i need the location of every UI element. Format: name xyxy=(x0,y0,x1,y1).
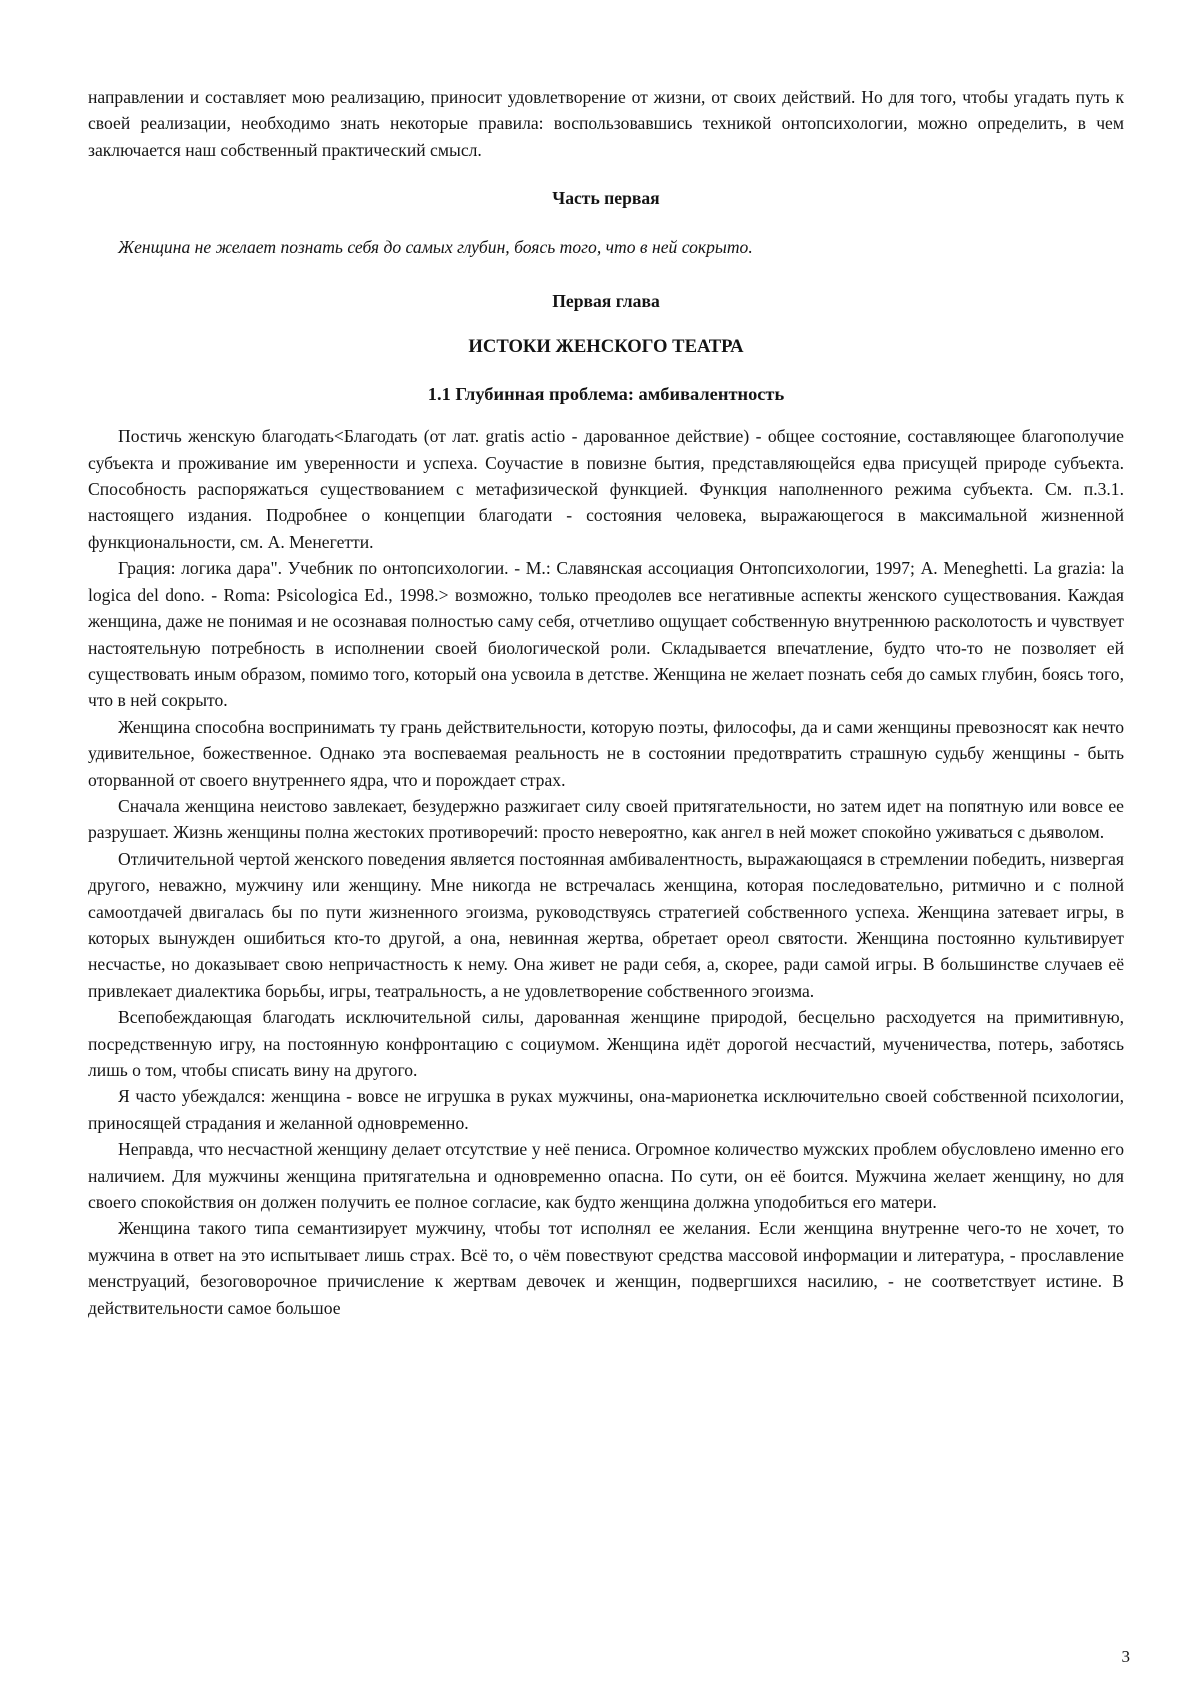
body-paragraph: Сначала женщина неистово завлекает, безудержно разжигает силу своей притягательности, но затем идет на попятную или вовсе ее разрушает. Жизнь женщины полна жестоких противоречий: просто невероятно, как ангел в ней может спокойно уживаться с дьяволом. xyxy=(88,795,1124,843)
body-paragraph: Я часто убеждался: женщина - вовсе не игрушка в руках мужчины, она-марионетка исключительно своей собственной психологии, приносящей страдания и желанной одновременно. xyxy=(88,1086,1124,1133)
body-paragraph: Постичь женскую благодать<Благодать (от лат. gratis actio - дарованное действие) - общее состояние, составляющее благополучие субъекта и проживание им уверенности и успеха. Соучастие в повизне бытия, представляющейся едва присущей природе субъекта. Способность распоряжаться существованием с метафизической функцией. Функция наполненного режима субъекта. См. п.3.1. настоящего издания. Подробнее о концепции благодати - состояния человека, выражающегося в максимальной жизненной функциональности, см. А. Менегетти. xyxy=(88,426,1124,552)
body-paragraph: Всепобеждающая благодать исключительной силы, дарованная женщине природой, бесцельно расходуется на примитивную, посредственную игру, на постоянную конфронтацию с социумом. Женщина идёт дорогой несчастий, мученичества, потерь, заботясь лишь о том, чтобы списать вину на другого. xyxy=(88,1007,1124,1080)
intro-paragraph: направлении и составляет мою реализацию, приносит удовлетворение от жизни, от своих действий. Но для того, чтобы угадать путь к своей реализации, необходимо знать некоторые правила: воспользовавшись техникой онтопсихологии, можно определить, в чем заключается наш собственный практический смысл. xyxy=(88,87,1124,160)
page-number: 3 xyxy=(1121,1647,1130,1666)
body-paragraph: Неправда, что несчастной женщину делает отсутствие у неё пениса. Огромное количество мужских проблем обусловлено именно его наличием. Для мужчины женщина притягательна и одновременно опасна. По сути, он её боится. Мужчина желает женщину, но для своего спокойствия он должен получить ее полное согласие, как будто женщина должна уподобиться его матери. xyxy=(88,1139,1124,1213)
chapter-title: ИСТОКИ ЖЕНСКОГО ТЕАТРА xyxy=(468,336,744,358)
body-paragraph: Женщина способна воспринимать ту грань действительности, которую поэты, философы, да и сами женщины превозносят как нечто удивительное, божественное. Однако эта воспеваемая реальность не в состоянии предотвратить страшную судьбу женщины - быть оторванной от своего внутреннего ядра, что и порождает страх. xyxy=(88,716,1124,790)
body-paragraph: Грация: логика дара". Учебник по онтопсихологии. - М.: Славянская ассоциация Онтопсихологии, 1997; A. Meneghetti. La grazia: la logica del dono. - Roma: Psicologica Ed., 1998.> возможно, только преодолев все негативные аспекты женского существования. Каждая женщина, даже не понимая и не осознавая полностью саму себя, отчетливо ощущает собственную внутреннюю расколотость и чувствует настоятельную потребность в исполнении своей биологической роли. Складывается впечатление, будто что-то не позволяет ей существовать иным образом, помимо того, который она усвоила в детстве. Женщина не желает познать себя до самых глубин, боясь того, что в ней сокрыто. xyxy=(88,558,1124,711)
body-text xyxy=(88,423,1124,1321)
body-paragraph: Отличительной чертой женского поведения является постоянная амбивалентность, выражающаяся в стремлении победить, низвергая другого, неважно, мужчину или женщину. Мне никогда не встречалась женщина, которая последовательно, ритмично и с полной самоотдачей двигалась бы по пути жизненного эгоизма, руководствуясь стратегией собственного успеха. Женщина затевает игры, в которых вынужден ошибиться кто-то другой, а она, невинная жертва, обретает ореол святости. Женщина постоянно культивирует несчастье, но доказывает свою непричастность к нему. Она живет не ради себя, а, скорее, ради самой игры. В большинстве случаев её привлекает диалектика борьбы, игры, театральность, а не удовлетворение собственного эгоизма. xyxy=(88,848,1124,1001)
document-body xyxy=(88,84,1124,1321)
epigraph: Женщина не желает познать себя до самых глубин, боясь того, что в ней сокрыто. xyxy=(118,236,753,257)
part-heading: Часть первая xyxy=(552,188,660,209)
chapter-label: Первая глава xyxy=(552,291,660,312)
section-heading: 1.1 Глубинная проблема: амбивалентность xyxy=(427,383,785,404)
body-paragraph: Женщина такого типа семантизирует мужчину, чтобы тот исполнял ее желания. Если женщина внутренне чего-то не хочет, то мужчина в ответ на это испытывает лишь страх. Всё то, о чём повествуют средства массовой информации и литература, - прославление менструаций, безоговорочное причисление к жертвам девочек и женщин, подвергшихся насилию, - не соответствует истине. В действительности самое большое xyxy=(88,1218,1124,1318)
